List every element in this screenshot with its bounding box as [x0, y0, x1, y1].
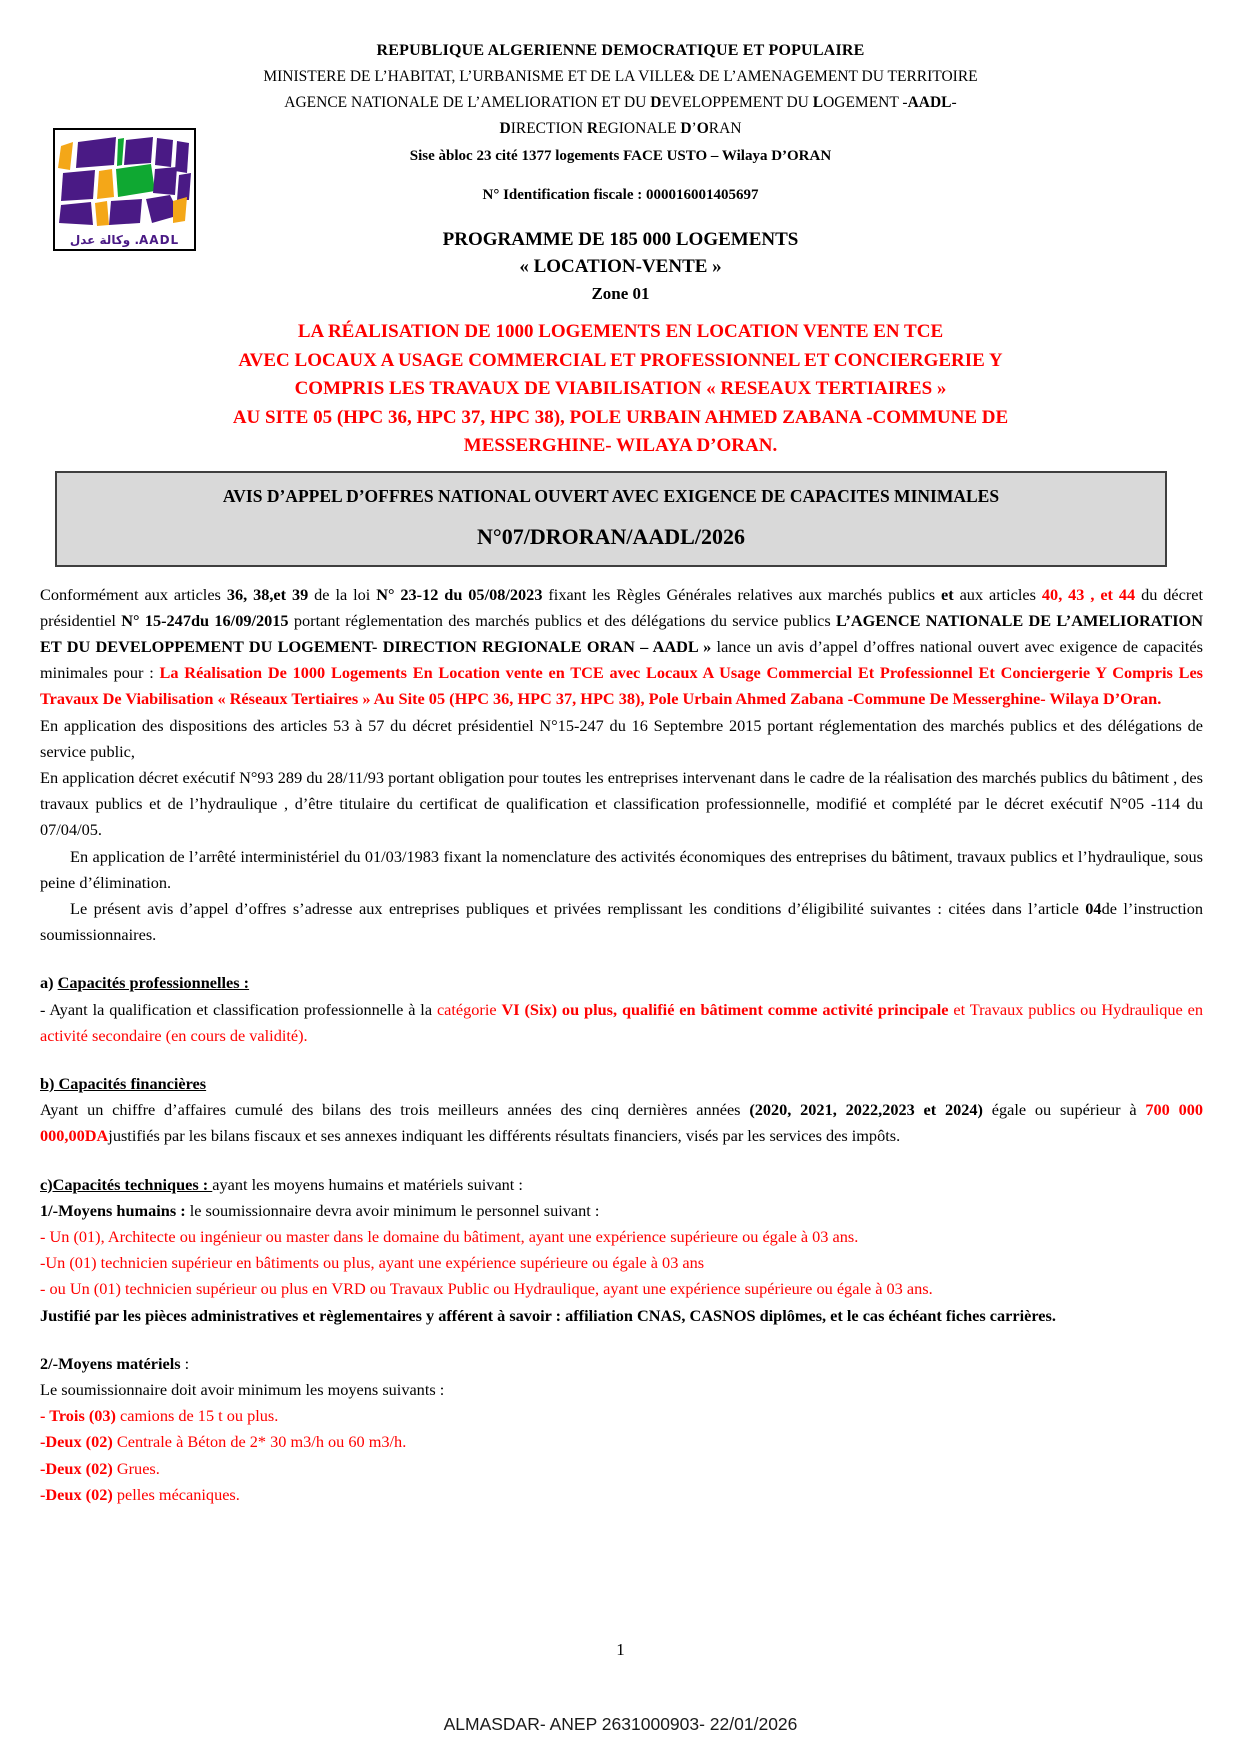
text-segment: D	[680, 120, 692, 137]
text-segment: Capacités professionnelles :	[57, 973, 250, 993]
project-title-line: MESSERGHINE- WILAYA D’ORAN.	[463, 435, 778, 456]
paragraph-capacites-professionnelles	[40, 997, 1203, 1049]
text-segment: En application de l’arrêté interministériel du 01/03/1983 fixant la nomenclature des activités économiques des entreprises du bâtiment, travaux publics et l’hydraulique, sous peine d’élimination.	[40, 846, 1203, 892]
aadl-logo-mosaic	[57, 132, 192, 227]
text-segment: AGENCE NATIONALE DE L’AMELIORATION ET DU	[284, 94, 651, 111]
text-segment: égale ou supérieur à	[982, 1100, 1146, 1120]
heading-capacites-financieres	[40, 1071, 1203, 1097]
text-segment: IRECTION	[510, 120, 587, 137]
text-segment: OGEMENT -	[823, 94, 908, 111]
paragraph-eligibility	[40, 896, 1203, 948]
text-segment: Justifié par les pièces administratives et règlementaires y afférent à savoir : affiliation CNAS, CASNOS diplômes, et le cas échéant fiches carrières.	[40, 1305, 1056, 1325]
text-segment: c)Capacités techniques :	[40, 1174, 213, 1194]
project-title-line: AU SITE 05 (HPC 36, HPC 37, HPC 38), POLE URBAIN AHMED ZABANA -COMMUNE DE	[232, 406, 1009, 428]
notice-title: AVIS D’APPEL D’OFFRES NATIONAL OUVERT AVEC EXIGENCE DE CAPACITES MINIMALES	[222, 485, 1000, 506]
text-segment: R	[586, 120, 599, 137]
requirement-grues	[40, 1456, 1203, 1482]
paragraph-justificatifs	[40, 1303, 1203, 1329]
paragraph-capacites-financieres	[40, 1097, 1203, 1149]
text-segment: Le présent avis d’appel d’offres s’adresse aux entreprises publiques et privées remplissant les conditions d’éligibilité suivantes : citées dans l’article	[70, 898, 1086, 918]
text-segment: AADL	[907, 94, 952, 111]
aadl-logo	[53, 128, 196, 251]
text-segment: O	[696, 120, 709, 137]
text-segment: La Réalisation De 1000 Logements En Location vente en TCE avec Locaux A Usage Commercial Et Professionnel Et Conciergerie Y Compris Les Travaux De Viabilisation « Réseaux Tertiaires » Au Site 05 (HPC 36, HPC 37, HPC 38), Pole Urbain Ahmed Zabana -Commune De Messerghine- Wilaya D’Oran.	[40, 663, 1204, 709]
text-segment: 36, 38,et 39	[226, 584, 309, 604]
text-segment: N° 15-247du 16/09/2015	[121, 610, 289, 630]
paragraph-application-1	[40, 713, 1203, 765]
notice-box	[55, 471, 1167, 567]
text-segment: catégorie	[436, 999, 502, 1019]
requirement-camions	[40, 1403, 1203, 1429]
text-segment: 40, 43 , et 44	[1041, 584, 1136, 604]
project-title-line: COMPRIS LES TRAVAUX DE VIABILISATION « RESEAUX TERTIAIRES »	[294, 378, 947, 399]
aadl-logo-arabic-text: وكالة عدل .AADL	[69, 233, 180, 247]
project-title-line: LA RÉALISATION DE 1000 LOGEMENTS EN LOCATION VENTE EN TCE	[297, 321, 944, 342]
project-title-line: AVEC LOCAUX A USAGE COMMERCIAL ET PROFESSIONNEL ET CONCIERGERIE Y	[238, 349, 1003, 371]
text-segment: pelles mécaniques.	[116, 1484, 240, 1504]
text-segment: et Travaux publics ou Hydraulique en activité secondaire (en cours de validité).	[40, 999, 1203, 1045]
text-segment: En application décret exécutif N°93 289 du 28/11/93 portant obligation pour toutes les entreprises intervenant dans le cadre de la réalisation des marchés publics du bâtiment , des travaux publics et de l’hydraulique , d’être titulaire du certificat de qualification et classification professionnelle, modifié et complété par le décret exécutif N°05 -114 du 07/04/05.	[40, 767, 1203, 840]
text-segment: Grues.	[116, 1458, 160, 1478]
text-segment: de l’instruction soumissionnaires.	[40, 898, 1203, 945]
text-segment: D	[650, 94, 662, 111]
heading-moyens-materiels	[40, 1351, 1203, 1377]
text-segment: D	[499, 120, 511, 137]
requirement-technicien-vrd	[40, 1276, 1203, 1302]
text-segment: a)	[40, 973, 58, 993]
paragraph-application-3	[40, 844, 1203, 896]
text-segment: 04	[1085, 898, 1102, 918]
text-segment: EVELOPPEMENT DU	[661, 94, 813, 111]
text-segment: L’AGENCE NATIONALE DE L’AMELIORATION ET DU DEVELOPPEMENT DU LOGEMENT- DIRECTION REGIONALE ORAN – AADL »	[40, 610, 1203, 656]
text-segment: aux articles	[953, 584, 1042, 604]
text-segment: -Deux (02)	[40, 1458, 117, 1478]
text-segment: ’	[691, 120, 697, 137]
address-line: Sise àbloc 23 cité 1377 logements FACE USTO – Wilaya D’ORAN	[409, 148, 832, 164]
text-segment: de la loi	[308, 584, 377, 604]
republic-title: REPUBLIQUE ALGERIENNE DEMOCRATIQUE ET POPULAIRE	[376, 42, 865, 59]
text-segment: En application des dispositions des articles 53 à 57 du décret présidentiel N°15-247 du 16 Septembre 2015 portant réglementation des marchés publics et des délégations de service public,	[40, 715, 1203, 761]
text-segment: - ou Un (01) technicien supérieur ou plus en VRD ou Travaux Public ou Hydraulique, ayant une expérience supérieure ou égale à 03 ans.	[40, 1279, 933, 1299]
text-segment: EGIONALE	[598, 120, 681, 137]
text-segment: 700 000 000,00DA	[40, 1100, 1203, 1146]
requirement-technicien-batiment	[40, 1250, 1203, 1276]
text-segment: Le soumissionnaire doit avoir minimum les moyens suivants :	[40, 1379, 445, 1399]
text-segment: N° 23-12 du 05/08/2023	[376, 584, 543, 604]
fiscal-id-line: N° Identification fiscale : 000016001405697	[482, 187, 759, 203]
text-segment: - Un (01), Architecte ou ingénieur ou master dans le domaine du bâtiment, ayant une expérience supérieure ou égale à 03 ans.	[40, 1226, 859, 1246]
publication-credit: ALMASDAR- ANEP 2631000903- 22/01/2026	[443, 1714, 798, 1734]
heading-moyens-humains	[40, 1198, 1203, 1224]
requirement-architecte	[40, 1224, 1203, 1250]
program-line-2: « LOCATION-VENTE »	[519, 256, 722, 277]
requirement-pelles	[40, 1482, 1203, 1508]
heading-capacites-techniques	[40, 1172, 1203, 1198]
text-segment: b) Capacités financières	[40, 1073, 207, 1093]
paragraph-moyens-intro	[40, 1377, 1203, 1403]
text-segment: -Deux (02)	[40, 1432, 117, 1452]
text-segment: Conformément aux articles	[40, 584, 227, 604]
text-segment: -Deux (02)	[40, 1484, 117, 1504]
text-segment: -Un (01) technicien supérieur en bâtiments ou plus, ayant une expérience supérieure ou égale à 03 ans	[40, 1253, 705, 1273]
text-segment: 1/-Moyens humains :	[40, 1200, 190, 1220]
text-segment: fixant les Règles Générales relatives aux marchés publics	[542, 584, 942, 604]
text-segment: :	[180, 1353, 190, 1373]
text-segment: lance un avis d’appel d’offres national ouvert avec exigence de capacités minimales pour :	[40, 636, 1203, 683]
text-segment: Centrale à Béton de 2* 30 m3/h ou 60 m3/h.	[116, 1432, 407, 1452]
ministry-line: MINISTERE DE L’HABITAT, L’URBANISME ET DE LA VILLE& DE L’AMENAGEMENT DU TERRITOIRE	[263, 68, 978, 85]
text-segment: - Ayant la qualification et classification professionnelle à la	[40, 999, 437, 1019]
paragraph-legal-basis	[40, 582, 1203, 713]
notice-reference-number: N°07/DRORAN/AADL/2026	[477, 523, 745, 549]
program-line-1: PROGRAMME DE 185 000 LOGEMENTS	[442, 229, 799, 250]
text-segment: (2020, 2021, 2022,2023 et 2024)	[749, 1100, 983, 1120]
text-segment: du décret présidentiel	[40, 584, 1204, 630]
text-segment: - Trois (03)	[40, 1406, 121, 1426]
heading-capacites-professionnelles	[40, 970, 1203, 996]
page-number: 1	[616, 1640, 625, 1659]
text-segment: ayant les moyens humains et matériels suivant :	[212, 1174, 523, 1194]
text-segment: -	[951, 94, 957, 111]
notice-body	[40, 582, 1203, 1509]
text-segment: RAN	[708, 120, 742, 137]
text-segment: 2/-Moyens matériels	[40, 1353, 181, 1373]
paragraph-application-2	[40, 765, 1203, 844]
text-segment: portant réglementation des marchés publics et des délégations du service publics	[288, 610, 837, 630]
text-segment: L	[812, 94, 824, 111]
text-segment: VI (Six) ou plus, qualifié en bâtiment comme activité principale	[501, 999, 949, 1019]
text-segment: Ayant un chiffre d’affaires cumulé des bilans des trois meilleurs années des cinq dernières années	[40, 1100, 750, 1120]
requirement-centrale-beton	[40, 1429, 1203, 1455]
agency-line	[0, 90, 1241, 116]
text-segment: camions de 15 t ou plus.	[120, 1406, 279, 1426]
project-title-block	[0, 318, 1241, 461]
program-zone: Zone 01	[591, 284, 650, 303]
text-segment: justifiés par les bilans fiscaux et ses annexes indiquant les différents résultats financiers, visés par les services des impôts.	[108, 1126, 901, 1146]
text-segment: et	[941, 584, 954, 604]
text-segment: le soumissionnaire devra avoir minimum le personnel suivant :	[189, 1200, 600, 1220]
